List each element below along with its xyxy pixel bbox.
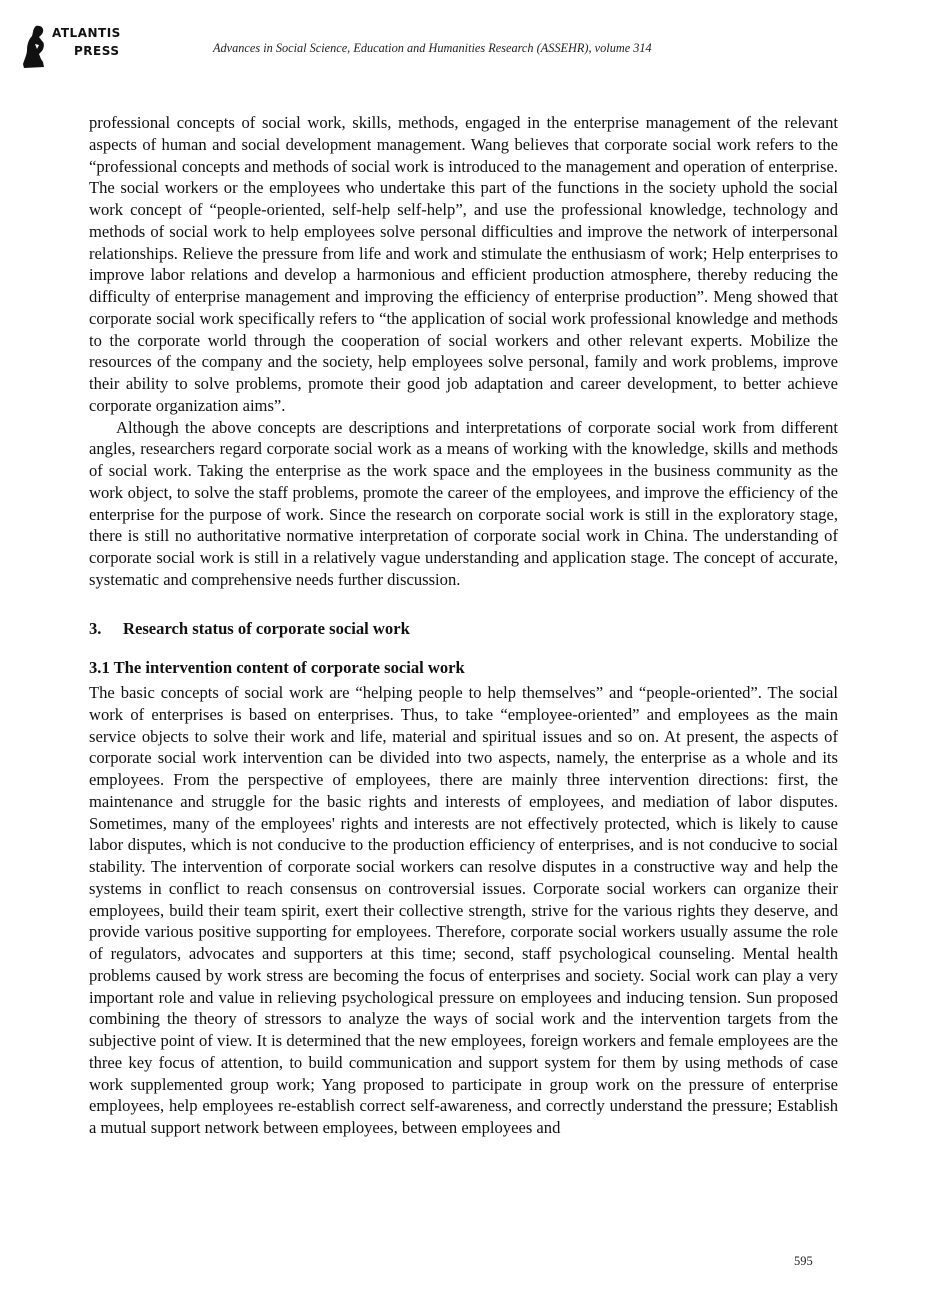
running-head: Advances in Social Science, Education and Humanities Research (ASSEHR), volume 314 bbox=[213, 41, 652, 55]
section-heading bbox=[89, 618, 838, 640]
logo-text-atlantis: ATLANTIS bbox=[52, 26, 121, 40]
atlantis-press-logo bbox=[22, 24, 134, 70]
page-header bbox=[0, 0, 925, 80]
subsection-heading: 3.1 The intervention content of corporate social work bbox=[89, 658, 465, 678]
thinker-statue-icon bbox=[22, 24, 52, 70]
section-title: Research status of corporate social work bbox=[123, 618, 410, 638]
article-body bbox=[89, 112, 838, 1139]
body-paragraph: The basic concepts of social work are “helping people to help themselves” and “people-oriented”. The social work of enterprises is based on enterprises. Thus, to take “employee-oriented” and employees as the main service objects to solve their work and life, material and spiritual issues and so on. At present, the aspects of corporate social work intervention can be divided into two aspects, namely, the enterprise as a whole and its employees. From the perspective of employees, there are mainly three intervention directions: first, the maintenance and struggle for the basic rights and interests of employees, and mediation of labor disputes. Sometimes, many of the employees' rights and interests are not effectively protected, which is likely to cause labor disputes, which is not conducive to the production efficiency of enterprises, and is not conducive to social stability. The intervention of corporate social workers can resolve disputes in a constructive way and help the systems in conflict to reach consensus on controversial issues. Corporate social workers can organize their employees, build their team spirit, exert their collective strength, strive for the various rights they deserve, and provide various positive supporting for employees. Therefore, corporate social workers usually assume the role of regulators, advocates and supporters at this time; second, staff psychological counseling. Mental health problems caused by work stress are becoming the focus of enterprises and society. Social work can play a very important role and value in relieving psychological pressure on employees and inducing tension. Sun proposed combining the theory of stressors to analyze the ways of social work and the intervention targets from the subjective point of view. It is determined that the new employees, foreign workers and female employees are the three key focus of attention, to build communication and support system for them by using methods of case work supplemented group work; Yang proposed to participate in group work on the pressure of enterprise employees, help employees re-establish correct self-awareness, and correctly understand the pressure; Establish a mutual support network between employees, between employees and bbox=[89, 683, 838, 1137]
section-number: 3. bbox=[89, 618, 102, 638]
body-paragraph: Although the above concepts are descriptions and interpretations of corporate social work from different angles, researchers regard corporate social work as a means of working with the knowledge, skills and methods of social work. Taking the enterprise as the work space and the employees in the business community as the work object, to solve the staff problems, promote the career of the employees, and improve the efficiency of the enterprise for the purpose of work. Since the research on corporate social work is still in the exploratory stage, there is still no authoritative normative interpretation of corporate social work in China. The understanding of corporate social work is still in a relatively vague understanding and application stage. The concept of accurate, systematic and comprehensive needs further discussion. bbox=[89, 417, 838, 589]
page-number: 595 bbox=[794, 1254, 813, 1268]
logo-text-press: PRESS bbox=[74, 44, 120, 58]
body-paragraph: professional concepts of social work, skills, methods, engaged in the enterprise management of the relevant aspects of human and social development management. Wang believes that corporate social work refers to the “professional concepts and methods of social work is introduced to the management and operation of enterprise. The social workers or the employees who undertake this part of the functions in the society uphold the social work concept of “people-oriented, self-help self-help”, and use the professional knowledge, technology and methods of social work to help employees solve personal difficulties and improve the network of interpersonal relationships. Relieve the pressure from life and work and stimulate the enthusiasm of work; Help enterprises to improve labor relations and develop a harmonious and efficient production atmosphere, thereby reducing the difficulty of enterprise management and improving the efficiency of enterprise production”. Meng showed that corporate social work specifically refers to “the application of social work professional knowledge and methods to the corporate world through the cooperation of social workers and other relevant experts. Mobilize the resources of the company and the society, help employees solve personal, family and work problems, improve their ability to solve problems, promote their good job adaptation and career development, to better achieve corporate organization aims”. bbox=[89, 113, 838, 415]
